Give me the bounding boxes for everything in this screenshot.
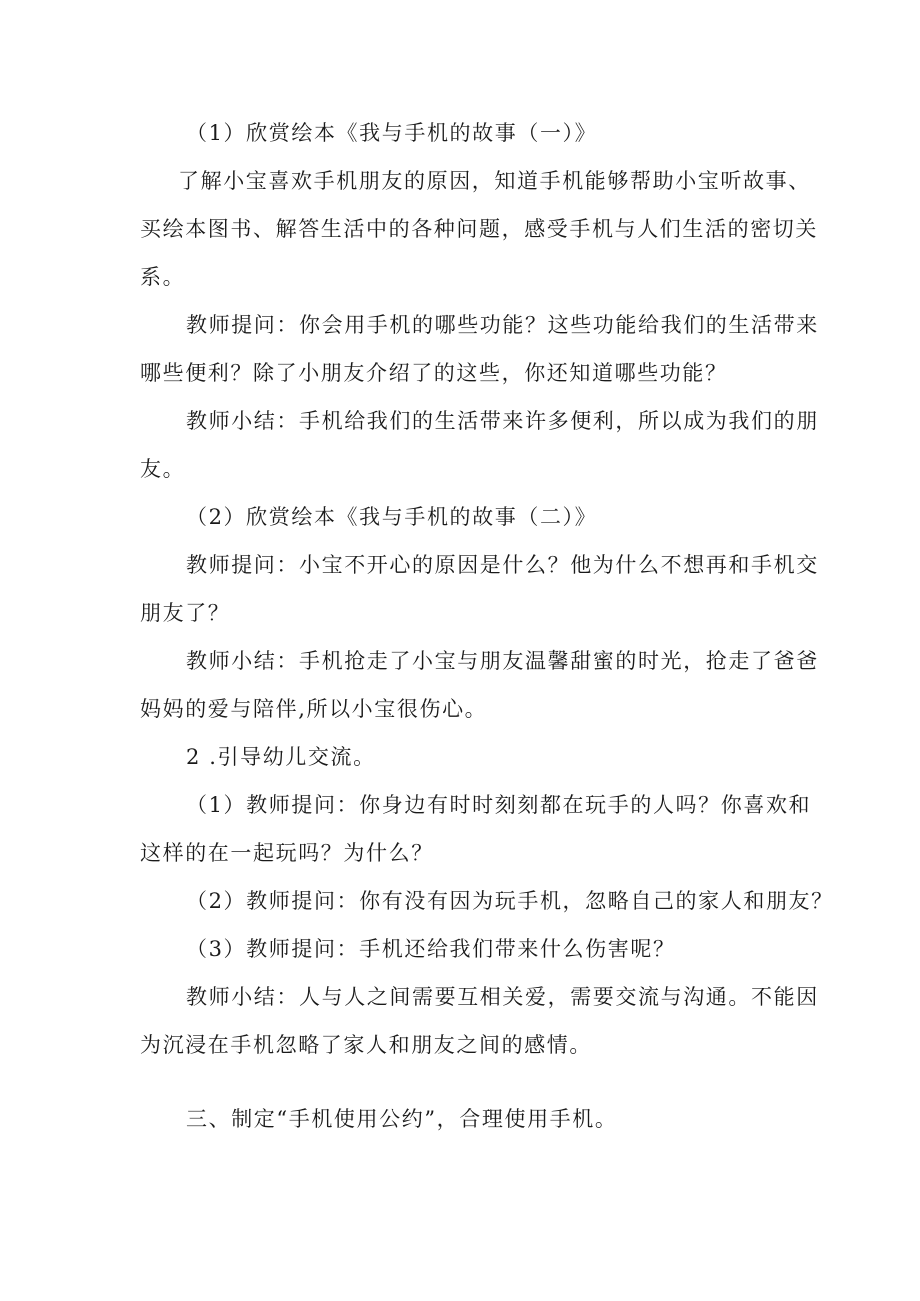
paragraph-line: 哪些便利？除了小朋友介绍了的这些，你还知道哪些功能？ xyxy=(140,361,728,385)
paragraph-line: 教师小结：手机给我们的生活带来许多便利，所以成为我们的朋 xyxy=(186,409,819,433)
paragraph-line: 朋友了？ xyxy=(140,601,231,625)
paragraph-line: （1）教师提问：你身边有时时刻刻都在玩手的人吗？你喜欢和 xyxy=(186,793,812,817)
paragraph-line: 友。 xyxy=(140,457,186,481)
paragraph-line: 为沉浸在手机忽略了家人和朋友之间的感情。 xyxy=(140,1033,592,1057)
paragraph-line: 这样的在一起玩吗？为什么？ xyxy=(140,841,434,865)
section-heading-3: 三、制定“手机使用公约”，合理使用手机。 xyxy=(186,1107,618,1131)
section-heading-2: （2）欣赏绘本《我与手机的故事（二）》 xyxy=(186,505,598,529)
numbered-heading: 2 .引导幼儿交流。 xyxy=(186,745,376,769)
paragraph-line: 妈妈的爱与陪伴,所以小宝很伤心。 xyxy=(140,697,488,721)
paragraph-line: （2）教师提问：你有没有因为玩手机，忽略自己的家人和朋友？ xyxy=(186,889,834,913)
paragraph-line: 系。 xyxy=(140,265,186,289)
paragraph-line: 教师提问：小宝不开心的原因是什么？他为什么不想再和手机交 xyxy=(186,553,819,577)
paragraph-line: 了解小宝喜欢手机朋友的原因，知道手机能够帮助小宝听故事、 xyxy=(178,169,811,193)
paragraph-line: 买绘本图书、解答生活中的各种问题，感受手机与人们生活的密切关 xyxy=(140,217,818,241)
section-heading-1: （1）欣赏绘本《我与手机的故事（一）》 xyxy=(186,121,598,145)
paragraph-line: 教师小结：人与人之间需要互相关爱，需要交流与沟通。不能因 xyxy=(186,985,819,1009)
paragraph-line: 教师小结：手机抢走了小宝与朋友温馨甜蜜的时光，抢走了爸爸 xyxy=(186,649,819,673)
paragraph-line: （3）教师提问：手机还给我们带来什么伤害呢？ xyxy=(186,937,676,961)
paragraph-line: 教师提问：你会用手机的哪些功能？这些功能给我们的生活带来 xyxy=(186,313,819,337)
